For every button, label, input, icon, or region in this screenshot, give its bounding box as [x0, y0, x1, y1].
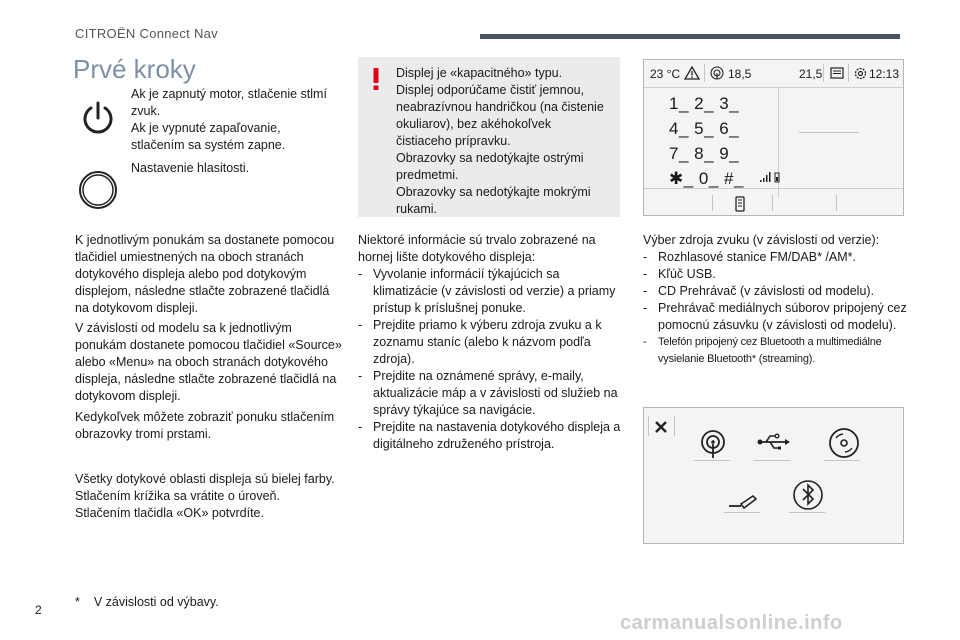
phone-mode-icon[interactable] — [732, 196, 748, 212]
source-underline — [789, 512, 825, 513]
bottom-divider — [712, 195, 713, 211]
power-description: Ak je zapnutý motor, stlačenie stlmí zvuk. Ak je vypnuté zapaľovanie, stlačením sa systém zapne. — [131, 87, 327, 152]
page-number: 2 — [35, 603, 42, 617]
list-item: - Prejdite na nastavenia dotykového displeja a digitálneho združeného prístroja. — [358, 419, 626, 453]
cd-icon[interactable] — [826, 426, 862, 462]
source-underline — [724, 512, 760, 513]
close-icon[interactable] — [654, 420, 668, 434]
number-input-line[interactable] — [799, 132, 859, 133]
power-icon — [78, 98, 118, 138]
list-item: - CD Prehrávač (v závislosti od modelu). — [643, 283, 923, 300]
radio-source-icon[interactable] — [695, 426, 731, 462]
footnote-text: V závislosti od výbavy. — [93, 595, 219, 609]
paragraph-source-menu: V závislosti od modelu sa k jednotlivým ponukám dostanete pomocou tlačidiel «Source» alebo «Menu» na oboch stranách dotykového displeja, následne stlačte zobrazené tlačidlá na dotykovom displeji. — [75, 321, 342, 403]
keypad-row[interactable]: 7_ 8_ 9_ — [669, 144, 740, 163]
exclamation-icon — [368, 67, 384, 91]
paragraph-menus: K jednotlivým ponukám sa dostanete pomocou tlačidiel umiestnených na oboch stranách dotykového displeja alebo pod dotykovým displejom, následne stlačte zobrazené tlačidlá na dotykovom displeji. — [75, 233, 335, 315]
paragraph-three-fingers: Kedykoľvek môžete zobraziť ponuku stlačením obrazovky tromi prstami. — [75, 410, 335, 441]
audio-source-list — [643, 249, 923, 368]
status-bar — [644, 60, 903, 88]
status-time: 12:13 — [869, 67, 900, 81]
status-divider — [848, 64, 849, 82]
volume-knob-icon — [78, 170, 118, 210]
keypad-row[interactable]: 4_ 5_ 6_ — [669, 119, 740, 138]
warning-triangle-icon — [684, 66, 700, 80]
volume-description: Nastavenie hlasitosti. — [131, 161, 250, 175]
usb-icon[interactable] — [755, 426, 791, 462]
header-brand: CITROËN Connect Nav — [75, 26, 218, 41]
divider — [648, 416, 649, 436]
status-divider — [704, 64, 705, 82]
paragraph-touch-areas: Všetky dotykové oblasti displeja sú bielej farby. Stlačením krížika sa vrátite o úroveň. Stlačením tlačidla «OK» potvrdíte. — [75, 472, 335, 520]
list-item: - Vyvolanie informácií týkajúcich sa klimatizácie (v závislosti od verzie) a priamy prístup k príslušnej ponuke. — [358, 266, 626, 317]
audio-source-intro: Výber zdroja zvuku (v závislosti od verzie): — [643, 233, 880, 247]
status-frequency: 18,5 — [728, 67, 752, 81]
warning-box — [358, 57, 620, 217]
bottom-divider — [772, 195, 773, 211]
list-item: - Telefón pripojený cez Bluetooth a multimediálne vysielanie Bluetooth* (streaming). — [643, 334, 923, 368]
bottom-divider — [836, 195, 837, 211]
keypad-row[interactable]: 1_ 2_ 3_ — [669, 94, 740, 113]
settings-gear-icon — [853, 66, 868, 81]
source-underline — [824, 460, 860, 461]
screen-bottom-bar — [644, 188, 903, 216]
signal-battery-icon — [759, 171, 781, 183]
list-item: - Prehrávač mediálnych súborov pripojený cez pomocnú zásuvku (v závislosti od modelu). — [643, 300, 923, 334]
bluetooth-icon[interactable] — [790, 478, 826, 514]
top-bar-intro: Niektoré informácie sú trvalo zobrazené na hornej lište dotykového displeja: — [358, 233, 596, 264]
aux-jack-icon[interactable] — [725, 484, 761, 520]
list-item: - Prejdite priamo k výberu zdroja zvuku a k zoznamu staníc (alebo k názvom podľa zdroja). — [358, 317, 626, 368]
list-item: - Prejdite na oznámené správy, e-maily, aktualizácie máp a v závislosti od služieb na správy týkajúce sa navigácie. — [358, 368, 626, 419]
footnote — [75, 595, 219, 609]
keypad-row[interactable]: ✱_ 0_ #_ — [669, 169, 744, 188]
watermark: carmanualsonline.info — [620, 612, 843, 634]
touchscreen-sources — [643, 407, 904, 544]
top-bar-info — [358, 232, 626, 453]
top-bar-list — [358, 266, 626, 453]
radio-icon — [710, 66, 724, 80]
status-divider — [823, 64, 824, 82]
divider — [674, 416, 675, 436]
list-item: - Rozhlasové stanice FM/DAB* /AM*. — [643, 249, 923, 266]
messages-icon — [830, 67, 844, 79]
page-title: Prvé kroky — [73, 54, 196, 84]
audio-source-info — [643, 232, 923, 368]
status-temp: 23 °C — [650, 67, 681, 81]
touchscreen-keypad — [643, 59, 904, 216]
header-rule — [480, 34, 900, 39]
source-underline — [694, 460, 730, 461]
list-item: - Kľúč USB. — [643, 266, 923, 283]
status-temp-right: 21,5 — [799, 67, 823, 81]
source-underline — [754, 460, 790, 461]
warning-text: Displej je «kapacitného» typu. Displej odporúčame čistiť jemnou, neabrazívnou handričkou (na čistenie okuliarov), bez akéhokoľvek čistiaceho prípravku. Obrazovky sa nedotýkajte ostrými predmetmi. Obrazovky sa nedotýkajte mokrými rukami. — [396, 66, 604, 216]
footnote-mark: * — [75, 595, 80, 609]
